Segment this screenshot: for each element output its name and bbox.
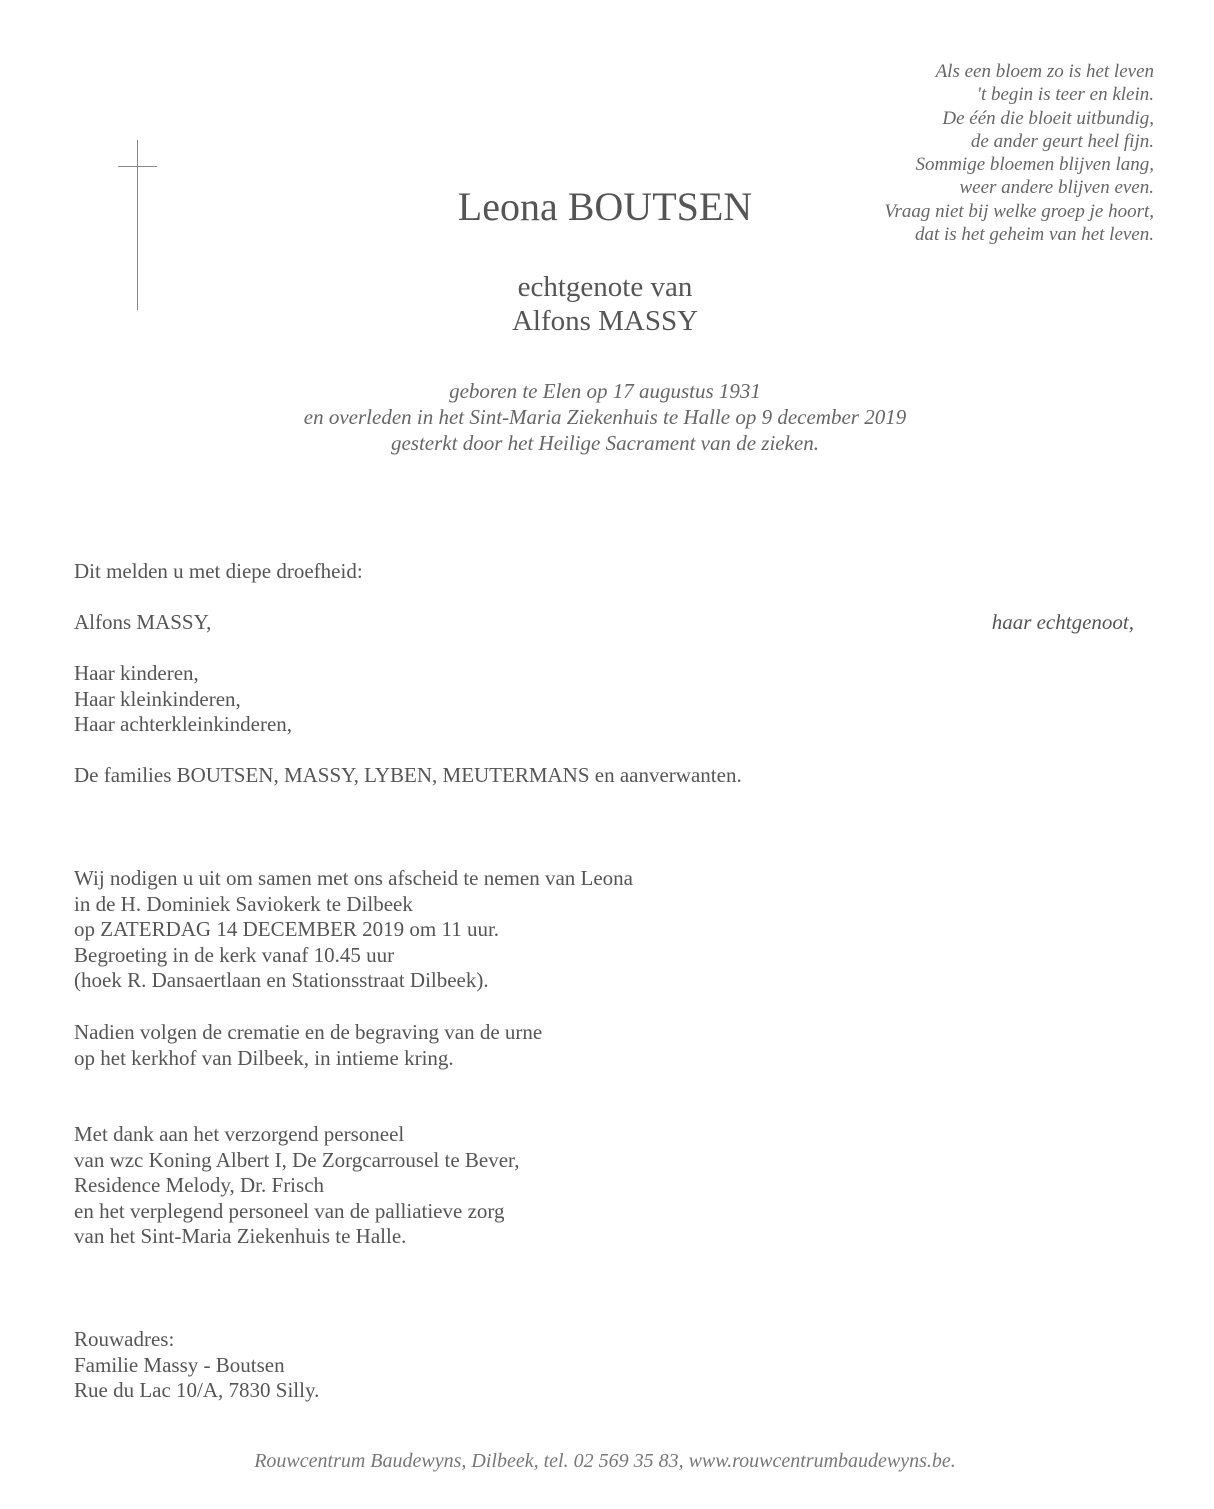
poem-line: 't begin is teer en klein. [976, 84, 1154, 106]
sacrament-line: gesterkt door het Heilige Sacrament van de zieken. [390, 431, 820, 455]
ceremony-line: in de H. Dominiek Saviokerk te Dilbeek [74, 891, 413, 916]
relative-line: Haar achterkleinkinderen, [74, 712, 293, 736]
death-line: en overleden in het Sint-Maria Ziekenhuis te Halle op 9 december 2019 [303, 405, 907, 429]
relatives-list [74, 661, 292, 738]
poem-line: weer andere blijven even. [959, 177, 1154, 199]
poem-line: de ander geurt heel fijn. [970, 130, 1154, 152]
relation-text: echtgenote van [517, 271, 693, 303]
spouse-name: Alfons MASSY [511, 305, 699, 337]
husband-name: Alfons MASSY, [74, 610, 212, 634]
ceremony-line: (hoek R. Dansaertlaan en Stationsstraat Dilbeek). [74, 968, 489, 992]
poem-line: dat is het geheim van het leven. [914, 224, 1154, 246]
relative-line: Haar kinderen, [74, 661, 199, 685]
life-dates [0, 378, 1210, 456]
thanks-block [74, 1122, 519, 1250]
cremation-line: Nadien volgen de crematie en de begraving van de urne [74, 1020, 543, 1044]
poem-line: De één die bloeit uitbundig, [942, 107, 1154, 129]
cross-icon-horizontal [118, 166, 157, 167]
thanks-line: Met dank aan het verzorgend personeel [74, 1122, 405, 1146]
poem-line: Sommige bloemen blijven lang, [915, 154, 1154, 176]
spouse-block [0, 270, 1210, 338]
thanks-line: van het Sint-Maria Ziekenhuis te Halle. [74, 1224, 407, 1248]
thanks-line: en het verplegend personeel van de palliatieve zorg [74, 1198, 505, 1223]
thanks-line: van wzc Koning Albert I, De Zorgcarrousel te Bever, [74, 1147, 520, 1172]
thanks-line: Residence Melody, Dr. Frisch [74, 1173, 325, 1197]
address-line: Rue du Lac 10/A, 7830 Silly. [74, 1378, 320, 1402]
cremation-block [74, 1020, 542, 1071]
families-line: De families BOUTSEN, MASSY, LYBEN, MEUTERMANS en aanverwanten. [74, 763, 742, 787]
relative-line: Haar kleinkinderen, [74, 686, 241, 711]
deceased-name: Leona BOUTSEN [457, 184, 753, 229]
husband-role: haar echtgenoot, [991, 610, 1134, 634]
address-line: Familie Massy - Boutsen [74, 1352, 285, 1377]
ceremony-line: Begroeting in de kerk vanaf 10.45 uur [74, 942, 395, 967]
ceremony-line: Wij nodigen u uit om samen met ons afscheid te nemen van Leona [74, 866, 634, 890]
poem-line: Vraag niet bij welke groep je hoort, [884, 200, 1154, 222]
poem-line: Als een bloem zo is het leven [935, 61, 1154, 82]
address-label: Rouwadres: [74, 1327, 175, 1351]
footer-credit: Rouwcentrum Baudewyns, Dilbeek, tel. 02 569 35 83, www.rouwcentrumbaudewyns.be. [254, 1450, 956, 1472]
birth-line: geboren te Elen op 17 augustus 1931 [449, 379, 761, 403]
address-block [74, 1327, 319, 1404]
cremation-line: op het kerkhof van Dilbeek, in intieme kring. [74, 1045, 454, 1070]
ceremony-line: op ZATERDAG 14 DECEMBER 2019 om 11 uur. [74, 917, 500, 941]
ceremony-block [74, 866, 633, 994]
announcement-intro: Dit melden u met diepe droefheid: [74, 559, 363, 583]
